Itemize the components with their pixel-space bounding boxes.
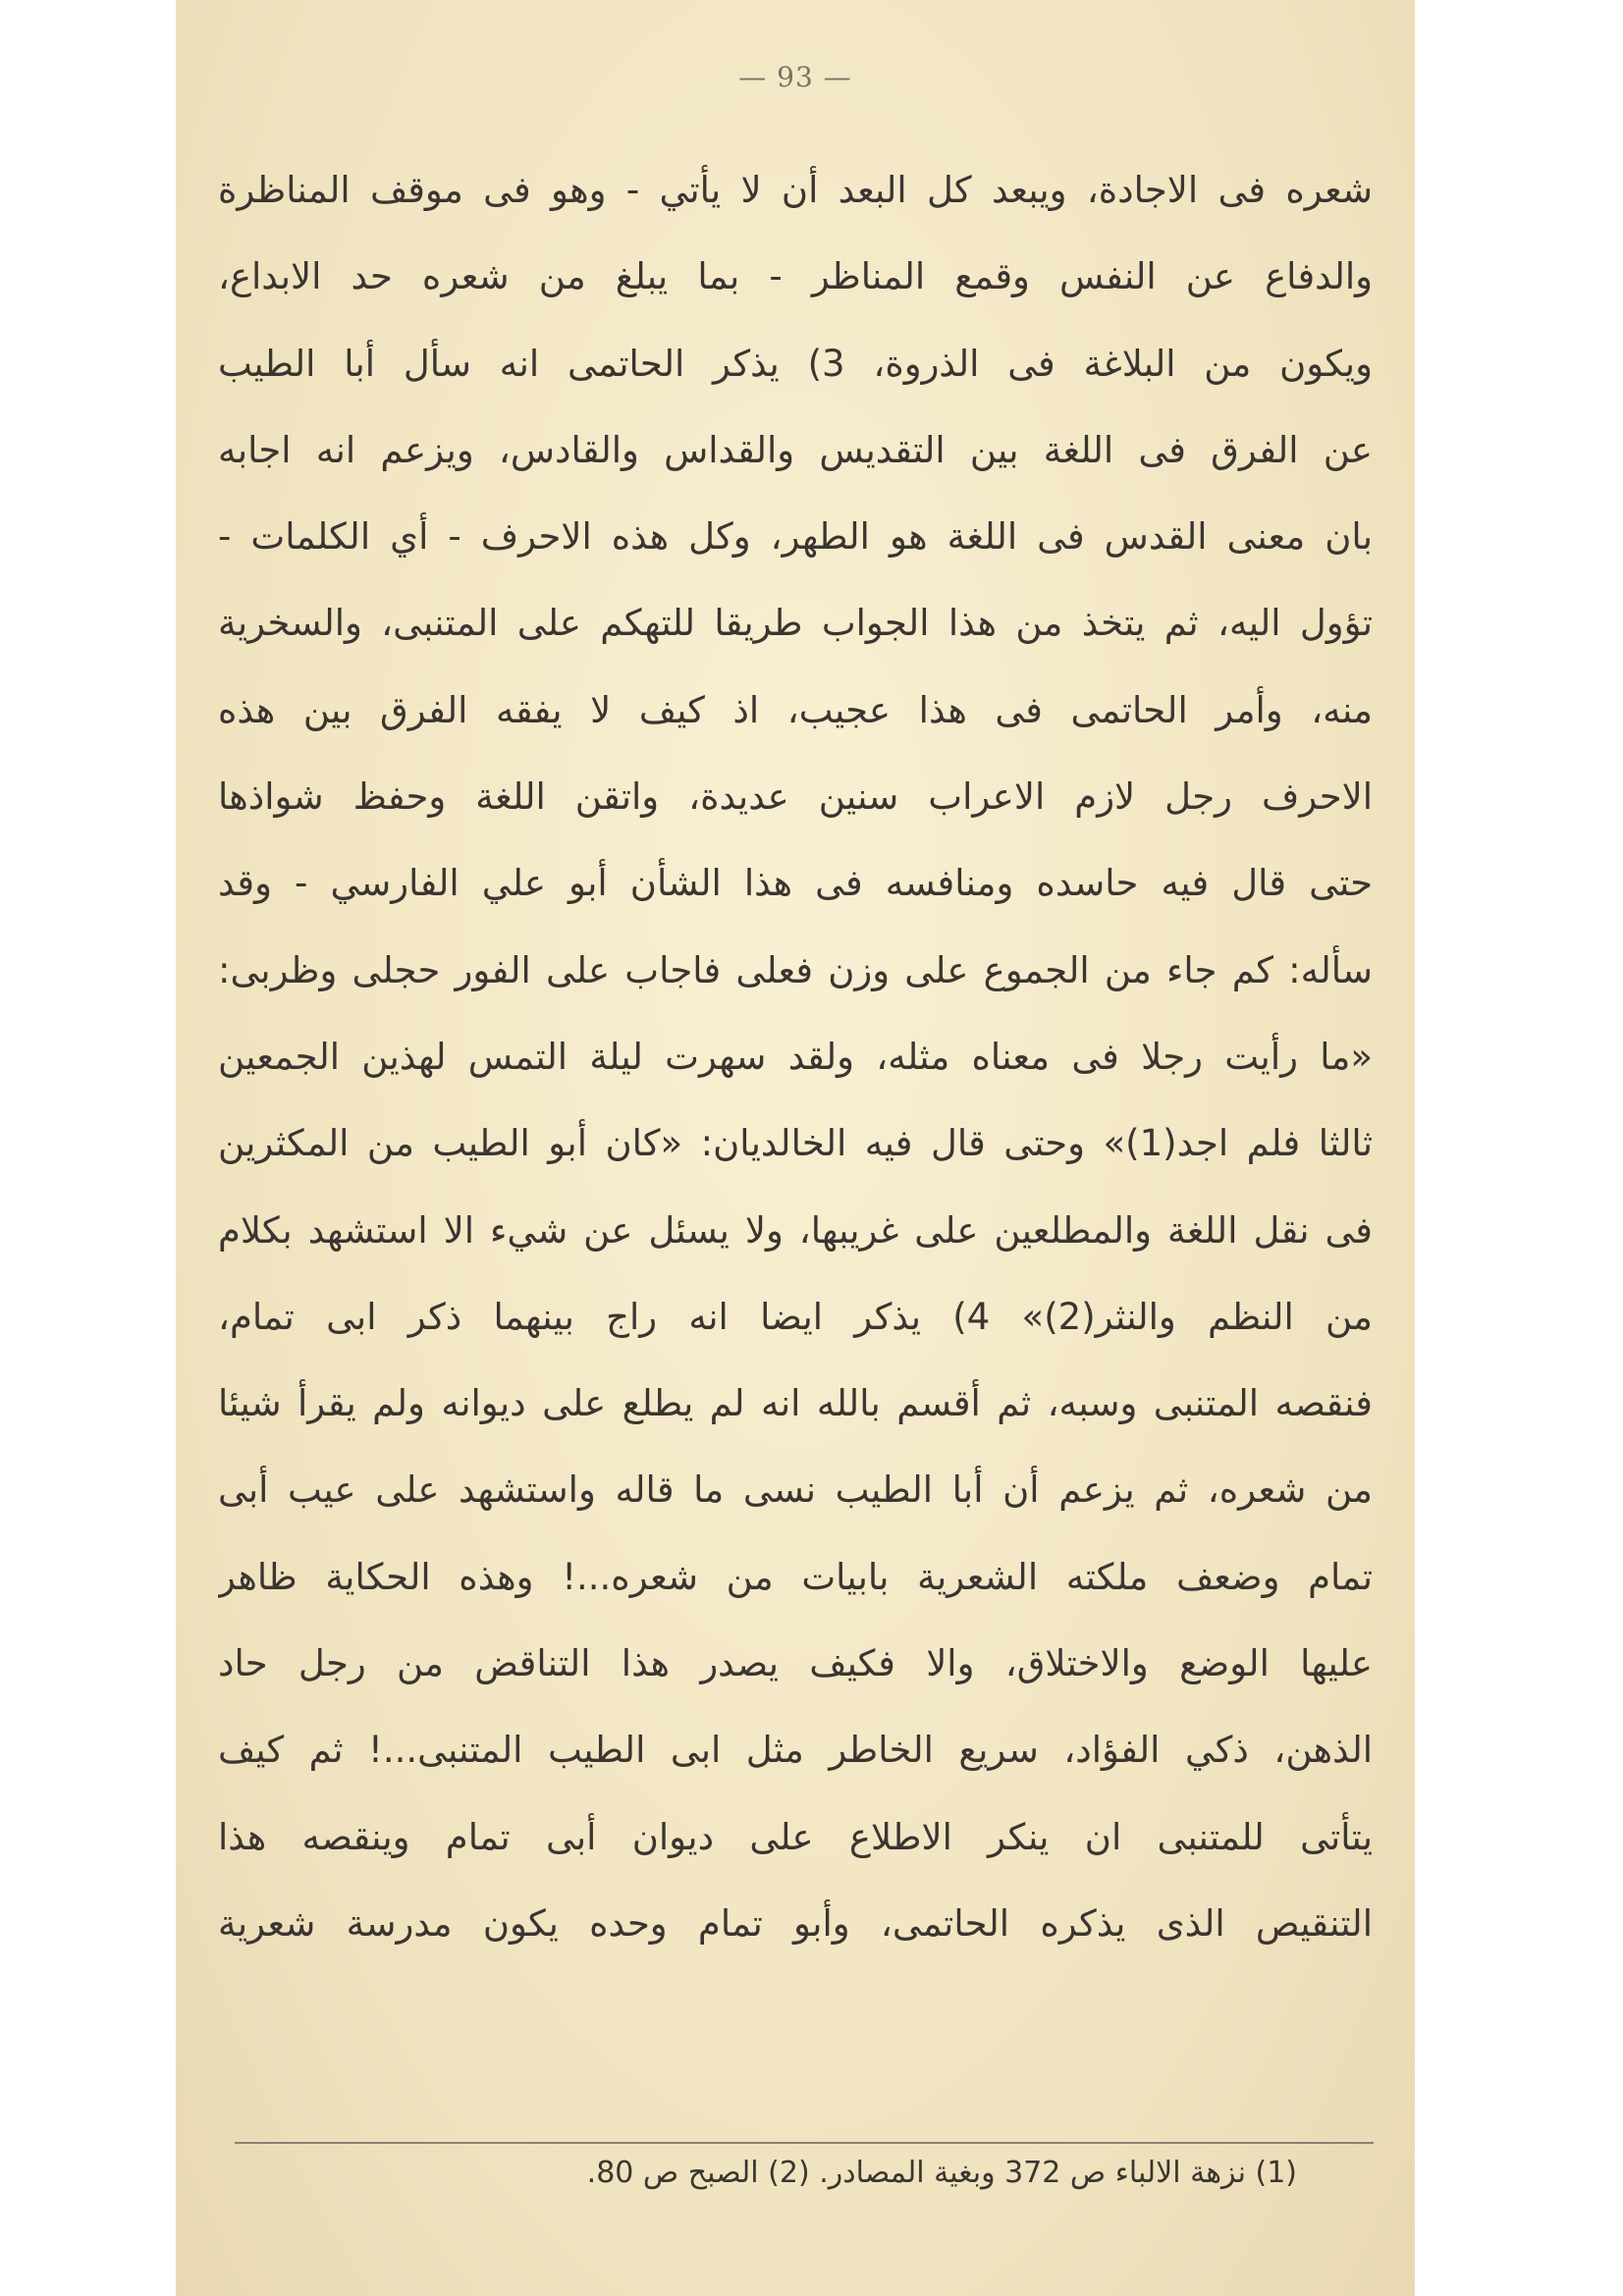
text-line: عليها الوضع والاختلاق، والا فكيف يصدر هذا التناقض من رجل حاد bbox=[218, 1642, 1373, 1685]
text-line: شعره فى الاجادة، ويبعد كل البعد أن لا يأتي - وهو فى موقف المناظرة bbox=[218, 169, 1373, 211]
text-line: عن الفرق فى اللغة بين التقديس والقداس والقادس، ويزعم انه اجابه bbox=[218, 428, 1373, 471]
text-line: فنقصه المتنبى وسبه، ثم أقسم بالله انه لم يطلع على ديوانه ولم يقرأ شيئا bbox=[218, 1382, 1373, 1425]
text-line: الذهن، ذكي الفؤاد، سريع الخاطر مثل ابى الطيب المتنبى...! ثم كيف bbox=[218, 1729, 1373, 1772]
text-line: منه، وأمر الحاتمى فى هذا عجيب، اذ كيف لا يفقه الفرق بين هذه bbox=[218, 688, 1373, 731]
text-line: سأله: كم جاء من الجموع على وزن فعلى فاجاب على الفور حجلى وظربى: bbox=[218, 948, 1373, 991]
text-line: تمام وضعف ملكته الشعرية بابيات من شعره...! وهذه الحكاية ظاهر bbox=[218, 1555, 1373, 1598]
page-number: — 93 — bbox=[738, 61, 852, 93]
text-line: ثالثا فلم اجد(1)» وحتى قال فيه الخالديان: «كان أبو الطيب من المكثرين bbox=[218, 1122, 1373, 1165]
text-line: تؤول اليه، ثم يتخذ من هذا الجواب طريقا للتهكم على المتنبى، والسخرية bbox=[218, 602, 1373, 645]
book-page bbox=[176, 0, 1415, 2296]
text-line: والدفاع عن النفس وقمع المناظر - بما يبلغ من شعره حد الابداع، bbox=[218, 255, 1373, 298]
text-line: يتأتى للمتنبى ان ينكر الاطلاع على ديوان أبى تمام وينقصه هذا bbox=[218, 1815, 1373, 1858]
footnote: (1) نزهة الالباء ص 372 وبغية المصادر. (2) الصبح ص 80. bbox=[586, 2156, 1297, 2190]
text-line: من شعره، ثم يزعم أن أبا الطيب نسى ما قاله واستشهد على عيب أبى bbox=[218, 1468, 1373, 1512]
text-line: الاحرف رجل لازم الاعراب سنين عديدة، واتقن اللغة وحفظ شواذها bbox=[218, 775, 1373, 819]
footnote-divider bbox=[235, 2142, 1374, 2144]
body-text bbox=[218, 147, 1373, 1967]
text-line: ويكون من البلاغة فى الذروة، 3) يذكر الحاتمى انه سأل أبا الطيب bbox=[218, 342, 1373, 385]
text-line: «ما رأيت رجلا فى معناه مثله، ولقد سهرت ليلة التمس لهذين الجمعين bbox=[218, 1035, 1373, 1078]
text-line: فى نقل اللغة والمطلعين على غريبها، ولا يسئل عن شيء الا استشهد بكلام bbox=[218, 1208, 1373, 1252]
text-line: من النظم والنثر(2)» 4) يذكر ايضا انه راج بينهما ذكر ابى تمام، bbox=[218, 1295, 1373, 1338]
text-line: التنقيص الذى يذكره الحاتمى، وأبو تمام وحده يكون مدرسة شعرية bbox=[218, 1901, 1373, 1945]
text-line: بان معنى القدس فى اللغة هو الطهر، وكل هذه الاحرف - أي الكلمات - bbox=[218, 515, 1373, 559]
text-line: حتى قال فيه حاسده ومنافسه فى هذا الشأن أبو علي الفارسي - وقد bbox=[218, 862, 1373, 905]
